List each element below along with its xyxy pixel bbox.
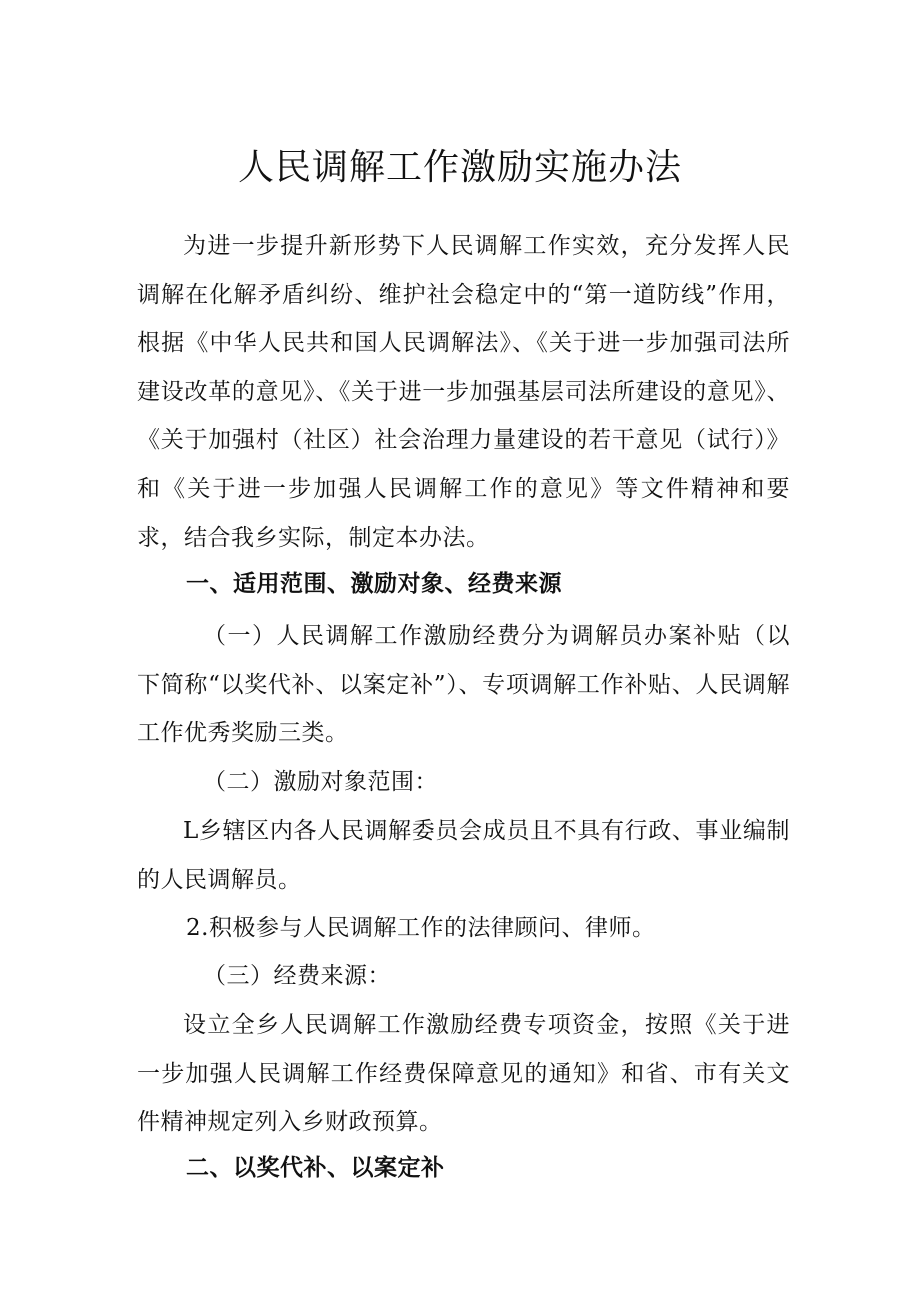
item-3-paragraph: 设立全乡人民调解工作激励经费专项资金，按照《关于进一步加强人民调解工作经费保障意见的通知》和省、市有关文件精神规定列入乡财政预算。 (137, 1012, 790, 1136)
item-2-heading: （二）激励对象范围： (203, 769, 438, 795)
item-1-paragraph: （一）人民调解工作激励经费分为调解员办案补贴（以下简称“以奖代补、以案定补”）、专项调解工作补贴、人民调解工作优秀奖励三类。 (137, 623, 790, 747)
item-3-heading: （三）经费来源： (203, 963, 391, 989)
item-2-point-1: L乡辖区内各人民调解委员会成员且不具有行政、事业编制的人民调解员。 (137, 818, 790, 893)
document-title: 人民调解工作激励实施办法 (237, 147, 682, 188)
intro-paragraph: 为进一步提升新形势下人民调解工作实效，充分发挥人民调解在化解矛盾纠纷、维护社会稳定中的“第一道防线”作用，根据《中华人民共和国人民调解法》、《关于进一步加强司法所建设改革的意见》、《关于进一步加强基层司法所建设的意见》、《关于加强村（社区）社会治理力量建设的若干意见（试行）》和《关于进一步加强人民调解工作的意见》等文件精神和要求，结合我乡实际，制定本办法。 (137, 233, 790, 551)
section-2-heading: 二、以奖代补、以案定补 (186, 1155, 445, 1181)
section-1-heading: 一、适用范围、激励对象、经费来源 (186, 571, 562, 597)
item-2-point-2: 2.积极参与人民调解工作的法律顾问、律师。 (186, 915, 656, 941)
